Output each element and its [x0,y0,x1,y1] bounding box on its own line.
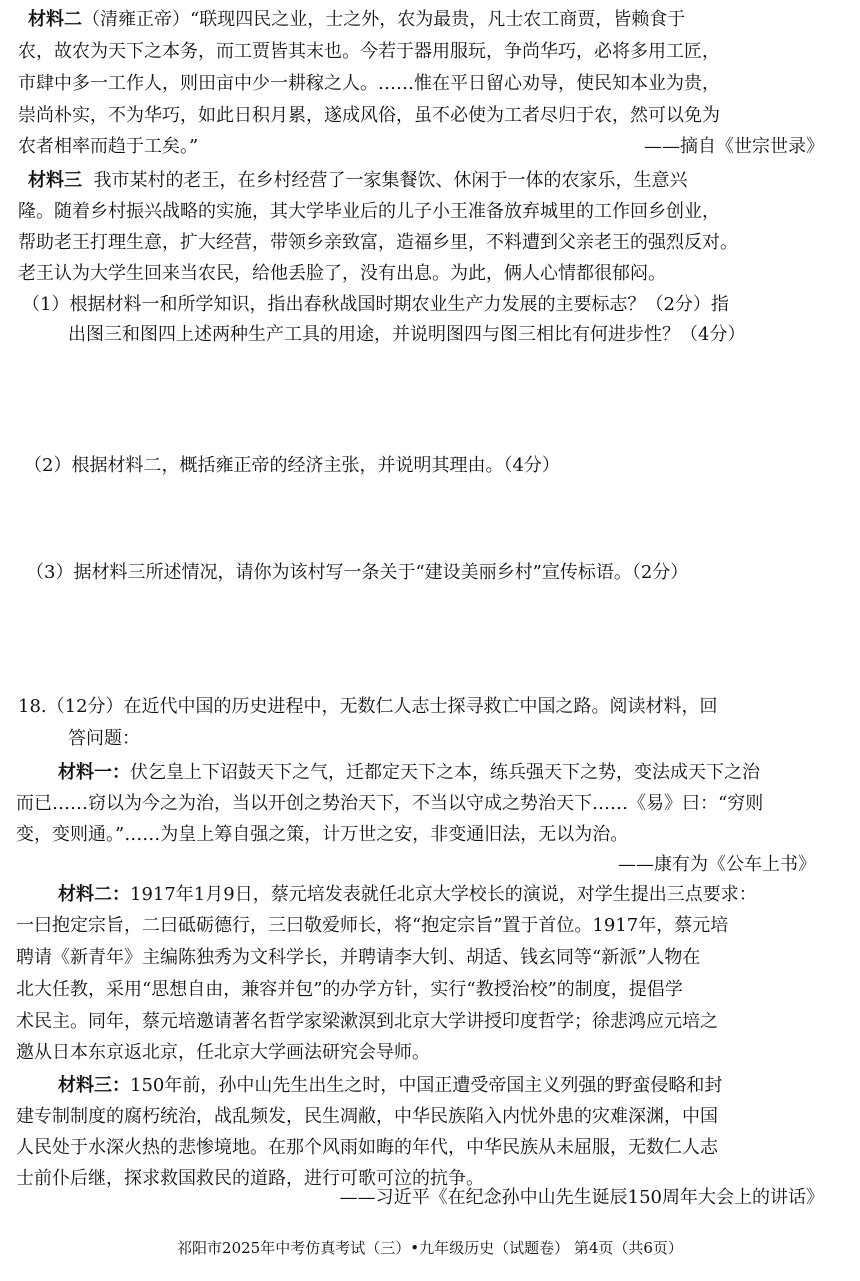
q18-material2-label: 材料二： [58,884,130,905]
question-18-line-2: 答问题： [68,728,140,749]
q18-material1-source: ——康有为《公车上书》 [618,854,816,875]
material2-text: （清雍正帝）“联现四民之业，士之外，农为最贵，凡士农工商贾，皆赖食于 [82,9,686,30]
material2-first-line [28,9,685,31]
q18-material2-line: 术民主。同年，蔡元培邀请著名哲学家梁漱溟到北京大学讲授印度哲学；徐悲鸿应元培之 [16,1011,718,1032]
material2-line: 市肆中多一工作人，则田亩中少一耕稼之人。……惟在平日留心劝导，使民知本业为贵， [18,73,720,94]
material3-first-line [28,170,687,192]
page-footer: 祁阳市2025年中考仿真考试（三）•九年级历史（试题卷） 第4页（共6页） [177,1239,683,1257]
q18-material3-first-line [58,1075,722,1097]
material3-line: 帮助老王打理生意，扩大经营，带领乡亲致富，造福乡里，不料遭到父亲老王的强烈反对。 [18,232,738,253]
material3-line: 隆。随着乡村振兴战略的实施，其大学毕业后的儿子小王准备放弃城里的工作回乡创业， [18,201,720,222]
material2-line: 崇尚朴实，不为华巧，如此日积月累，遂成风俗，虽不必使为工者尽归于农，然可以免为 [18,105,720,126]
q18-material2-line: 一曰抱定宗旨，二曰砥砺德行，三曰敬爱师长，将“抱定宗旨”置于首位。1917年，蔡元培 [16,915,729,936]
material2-label: 材料二 [28,9,82,30]
q18-material1-label: 材料一： [58,762,130,783]
q18-material2-first-line [58,884,757,906]
q18-material2-line: 邀从日本东京返北京，任北京大学画法研究会导师。 [16,1042,430,1063]
q18-material3-label: 材料三： [58,1075,130,1096]
q18-material3-line: 人民处于水深火热的悲惨境地。在那个风雨如晦的年代，中华民族从未屈服，无数仁人志 [16,1137,718,1158]
q18-material2-line: 聘请《新青年》主编陈独秀为文科学长，并聘请李大钊、胡适、钱玄同等“新派”人物在 [16,947,701,968]
q18-material3-line: 建专制制度的腐朽统治，战乱频发，民生凋敝，中华民族陷入内忧外患的灾难深渊，中国 [16,1106,718,1127]
question-2: （2）根据材料二，概括雍正帝的经济主张，并说明其理由。（4分） [24,455,560,476]
question-18-line-1: 18.（12分）在近代中国的历史进程中，无数仁人志士探寻救亡中国之路。阅读材料，回 [18,696,718,717]
q18-material3-source: ——习近平《在纪念孙中山先生诞辰150周年大会上的讲话》 [339,1187,824,1208]
question-1-line-2: 出图三和图四上述两种生产工具的用途，并说明图四与图三相比有何进步性？（4分） [68,324,746,345]
q18-material3-line: 士前仆后继，探求救国救民的道路，进行可歌可泣的抗争。 [16,1168,484,1189]
q18-material1-line: 而已……窃以为今之为治，当以开创之势治天下，不当以守成之势治天下……《易》曰：“穷则 [16,793,764,814]
question-3: （3）据材料三所述情况，请你为该村写一条关于“建设美丽乡村”宣传标语。（2分） [26,562,689,583]
q18-material1-text: 伏乞皇上下诏鼓天下之气，迁都定天下之本，练兵强天下之势，变法成天下之治 [130,762,760,783]
q18-material2-line: 北大任教，采用“思想自由，兼容并包”的办学方针，实行“教授治校”的制度，提倡学 [16,979,683,1000]
material2-source: ——摘自《世宗世录》 [644,136,824,157]
material3-line: 老王认为大学生回来当农民，给他丢脸了，没有出息。为此，俩人心情都很郁闷。 [18,263,666,284]
q18-material1-first-line [58,762,760,784]
material3-label: 材料三 [28,170,82,191]
material2-line: 农，故农为天下之本务，而工贾皆其末也。今若于器用服玩，争尚华巧，必将多用工匠， [18,41,720,62]
question-1-line-1: （1）根据材料一和所学知识，指出春秋战国时期农业生产力发展的主要标志？（2分）指 [22,294,729,315]
q18-material1-line: 变，变则通。”……为皇上筹自强之策，计万世之安，非变通旧法，无以为治。 [16,824,629,845]
q18-material3-text: 150年前，孙中山先生出生之时，中国正遭受帝国主义列强的野蛮侵略和封 [130,1075,723,1096]
material3-text: 我市某村的老王，在乡村经营了一家集餐饮、休闲于一体的农家乐，生意兴 [93,170,688,191]
q18-material2-text: 1917年1月9日，蔡元培发表就任北京大学校长的演说，对学生提出三点要求： [130,884,757,905]
material2-line: 农者相率而趋于工矣。” [18,136,199,157]
